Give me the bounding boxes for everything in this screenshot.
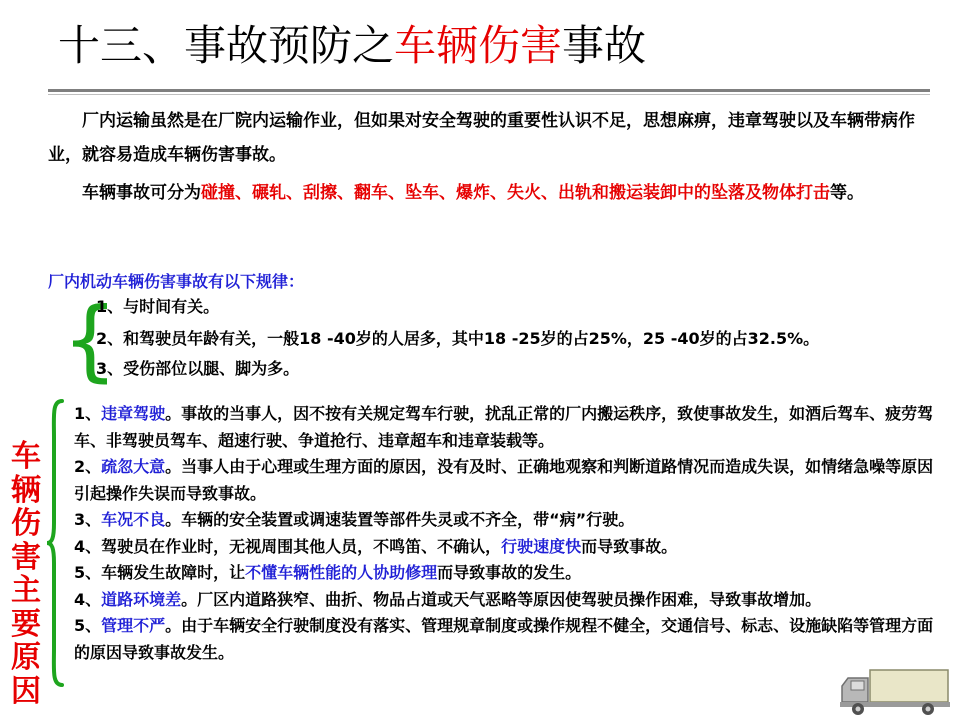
rule-item-2: 2、和驾驶员年龄有关，一般18 -40岁的人居多，其中18 -25岁的占25%，25 -40岁的占32.5%。 <box>96 329 820 348</box>
cause-item: 5、管理不严。由于车辆安全行驶制度没有落实、管理规章制度或操作规程不健全，交通信号、标志、设施缺陷等管理方面的原因导致事故发生。 <box>74 616 934 662</box>
intro-p2-prefix: 车辆事故可分为 <box>82 183 201 203</box>
cause-key: 行驶速度快 <box>501 536 582 556</box>
cause-item: 5、车辆发生故障时，让不懂车辆性能的人协助修理而导致事故的发生。 <box>74 563 582 582</box>
title-highlight: 车辆伤害 <box>394 21 563 70</box>
rule-item-3: 3、受伤部位以腿、脚为多。 <box>96 359 300 378</box>
intro-paragraph-1: 厂内运输虽然是在厂院内运输作业，但如果对安全驾驶的重要性认识不足，思想麻痹，违章驾驶以及车辆带病作业，就容易造成车辆伤害事故。 <box>48 111 915 165</box>
title-part3: 事故 <box>562 21 647 70</box>
accident-types: 碰撞、碾轧、刮擦、翻车、坠车、爆炸、失火、出轨和搬运装卸中的坠落及物体打击 <box>201 183 830 203</box>
causes-label-char: 要 <box>11 606 41 642</box>
title-part1: 十三、事故预防之 <box>58 21 395 70</box>
green-brace-large-icon <box>46 398 64 688</box>
cause-item: 2、疏忽大意。当事人由于心理或生理方面的原因，没有及时、正确地观察和判断道路情况而造成失误，如情绪急噪等原因引起操作失误而导致事故。 <box>74 457 934 503</box>
cause-key: 道路环境差 <box>101 589 182 609</box>
causes-label-char: 原 <box>11 640 41 675</box>
causes-label-char: 主 <box>11 573 41 608</box>
rule-item-1: 1、与时间有关。 <box>96 297 220 316</box>
causes-vertical-label <box>8 440 44 708</box>
causes-label-char: 害 <box>11 539 41 575</box>
cause-key: 违章驾驶 <box>101 404 166 423</box>
rules-heading: 厂内机动车辆伤害事故有以下规律： <box>48 272 305 291</box>
title-divider-thin <box>48 94 930 95</box>
green-brace-icon: { <box>62 288 118 391</box>
intro-paragraph-2 <box>48 176 928 210</box>
causes-label-char: 因 <box>11 673 41 709</box>
cause-key: 管理不严 <box>101 616 166 635</box>
cause-key: 疏忽大意 <box>101 457 166 476</box>
cause-item: 4、驾驶员在作业时，无视周围其他人员，不鸣笛、不确认，行驶速度快而导致事故。 <box>74 536 678 556</box>
cause-key: 车况不良 <box>101 510 166 529</box>
cause-item: 3、车况不良。车辆的安全装置或调速装置等部件失灵或不齐全，带“病”行驶。 <box>74 510 635 529</box>
intro-p2-suffix: 等。 <box>830 183 864 203</box>
causes-label-char: 辆 <box>11 472 41 508</box>
title-divider <box>48 89 930 92</box>
cause-item: 4、道路环境差。厂区内道路狭窄、曲折、物品占道或天气恶略等原因使驾驶员操作困难，导致事故增加。 <box>74 589 822 609</box>
causes-list <box>74 401 934 666</box>
page-title <box>58 16 646 76</box>
cause-item: 1、违章驾驶。事故的当事人，因不按有关规定驾车行驶，扰乱正常的厂内搬运秩序，致使事故发生，如酒后驾车、疲劳驾车、非驾驶员驾车、超速行驶、争道抢行、违章超车和违章装载等。 <box>74 404 934 450</box>
cause-key: 不懂车辆性能的人协助修理 <box>245 563 438 582</box>
causes-label-char: 伤 <box>11 506 41 541</box>
truck-icon <box>838 666 952 716</box>
causes-label-char: 车 <box>11 439 41 474</box>
